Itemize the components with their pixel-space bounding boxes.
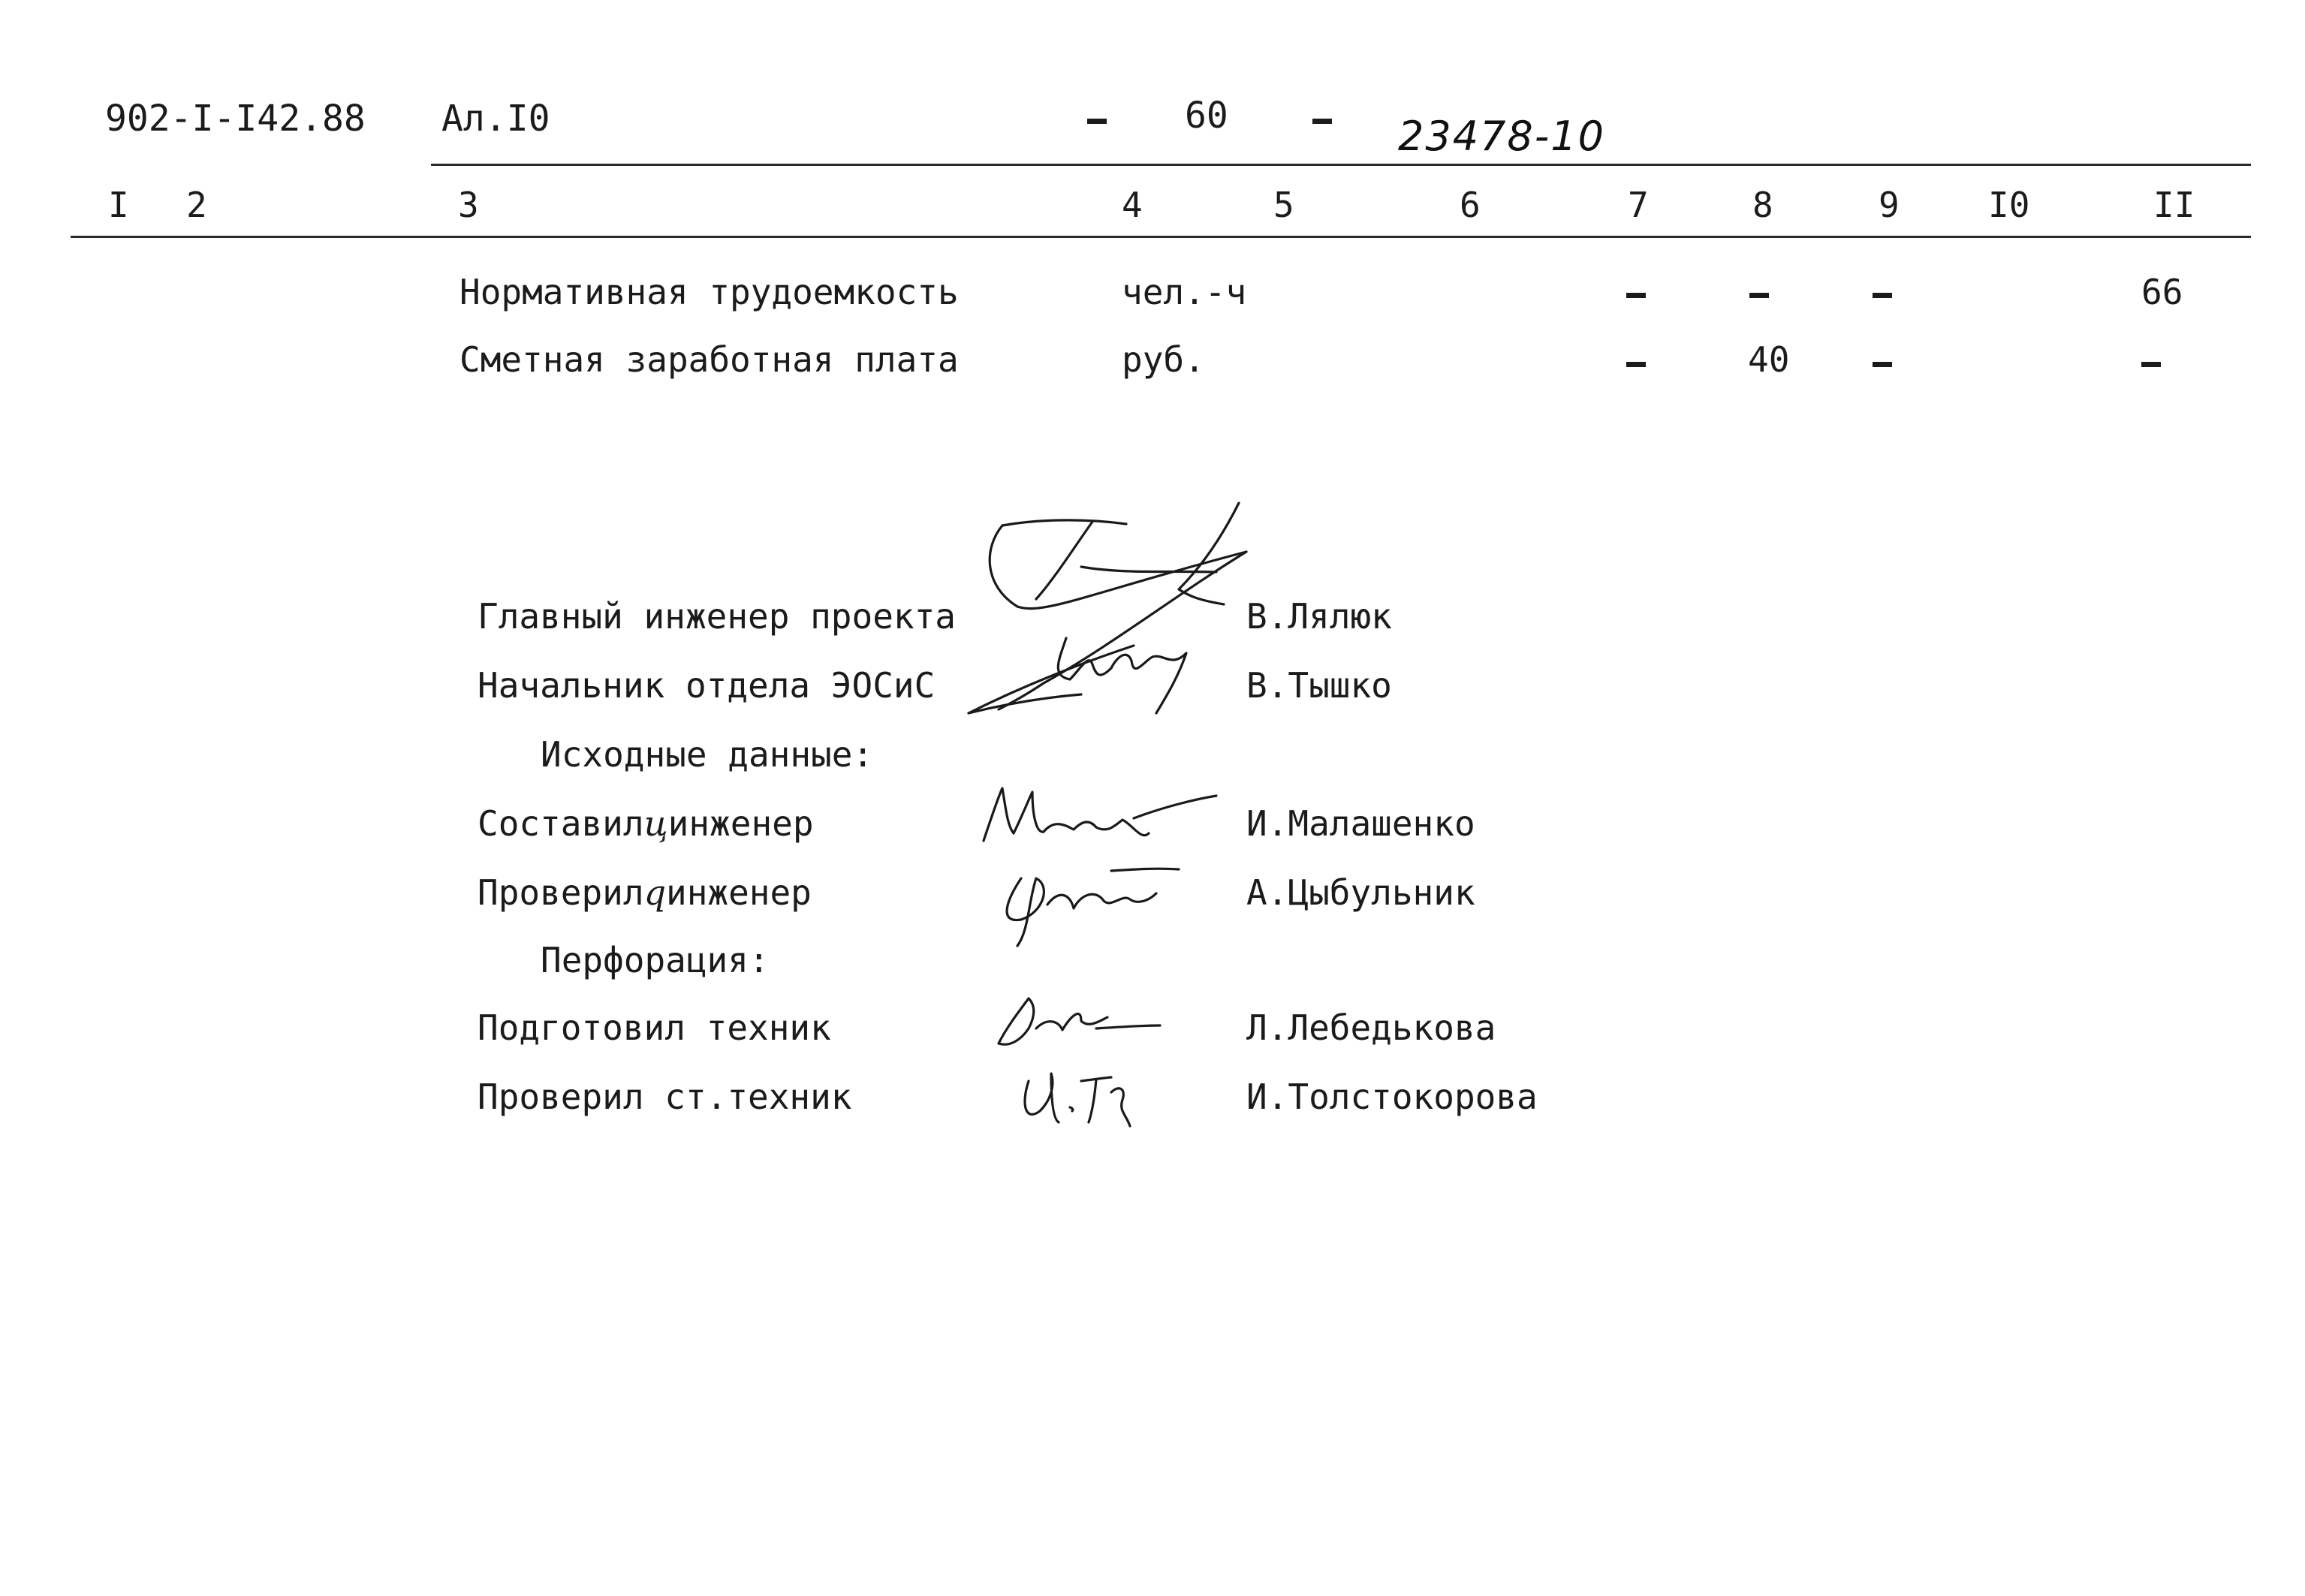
page-dash-left [1087,119,1107,124]
section-heading: Исходные данные: [541,734,874,775]
signature-lebedkova [976,976,1171,1058]
row-name: Нормативная трудоемкость [459,272,959,312]
page-number: 60 [1185,95,1228,137]
doc-code: 902-I-I42.88 [105,98,366,140]
cell-dash [2141,362,2161,367]
inventory-number: 23478-10 [1398,113,1605,160]
cell-value: 40 [1748,339,1790,380]
column-number: II [2153,185,2195,225]
signatory-title: Проверил ст.техник [478,1077,852,1117]
signatory-name: Л.Лебедькова [1246,1007,1496,1048]
signature-tyshko [939,623,1224,743]
sheet-label: Ал.I0 [441,98,550,140]
column-number: I [108,185,129,225]
column-number: 2 [186,185,207,225]
cell-dash [1626,293,1646,298]
signatory-name: И.Толстокорова [1246,1077,1538,1117]
column-number: 7 [1628,185,1649,225]
column-number: 9 [1879,185,1900,225]
signatory-title: Начальник отдела ЭОСиС [478,665,936,706]
cell-dash [1749,293,1769,298]
signatory-name: В.Тышко [1246,665,1392,706]
column-number: 6 [1460,185,1481,225]
cell-value: 66 [2141,272,2183,312]
signatory-title: Проверилqинженер [478,872,812,913]
row-unit: руб. [1122,339,1205,380]
row-name: Сметная заработная плата [459,339,959,380]
signatory-name: В.Лялюк [1246,596,1392,637]
signatory-name: И.Малашенко [1246,803,1475,844]
column-number: 5 [1273,185,1294,225]
signatory-title: Главный инженер проекта [478,596,956,637]
signatory-name: А.Цыбульник [1246,872,1475,913]
column-number: 8 [1752,185,1773,225]
signature-tsybulnik [976,848,1201,953]
table-top-rule [431,164,2251,166]
page-dash-right [1312,119,1332,124]
signature-tolstokorova [1006,1051,1156,1141]
column-number: 3 [458,185,479,225]
cell-dash [1873,362,1892,367]
cell-dash [1626,362,1646,367]
row-unit: чел.-ч [1122,272,1247,312]
signatory-title: Составилцинженер [478,803,814,844]
table-header-rule [71,236,2251,238]
cell-dash [1873,293,1892,298]
signatory-title: Подготовил техник [478,1007,831,1048]
column-number: I0 [1988,185,2030,225]
section-heading: Перфорация: [541,940,770,980]
column-number: 4 [1122,185,1143,225]
